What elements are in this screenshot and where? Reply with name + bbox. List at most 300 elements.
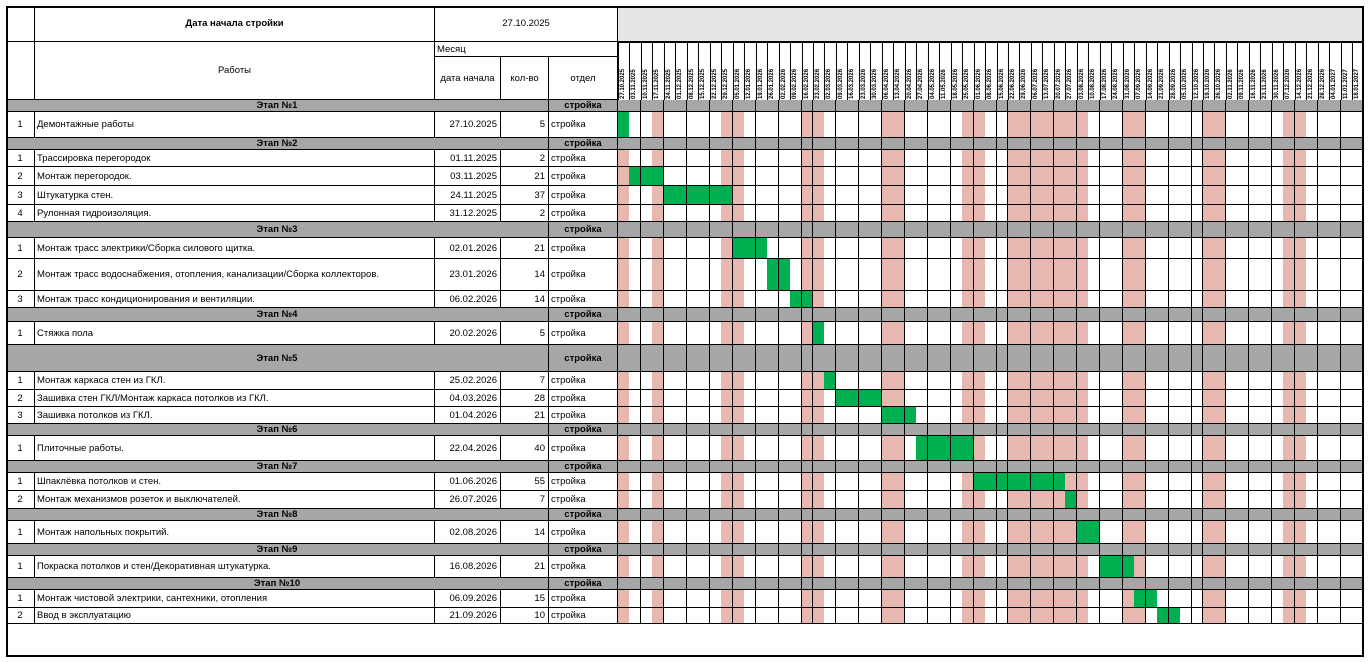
schedule-cell[interactable] <box>698 608 710 624</box>
schedule-cell[interactable] <box>641 186 653 205</box>
stage-grid-cell[interactable] <box>836 509 848 521</box>
stage-grid-cell[interactable] <box>974 345 986 372</box>
stage-grid-cell[interactable] <box>641 461 653 473</box>
schedule-cell[interactable] <box>836 205 848 222</box>
schedule-cell[interactable] <box>893 473 905 491</box>
schedule-cell[interactable] <box>1100 407 1112 424</box>
stage-grid-cell[interactable] <box>985 509 997 521</box>
stage-grid-cell[interactable] <box>1008 308 1020 322</box>
stage-grid-cell[interactable] <box>1318 544 1330 556</box>
stage-grid-cell[interactable] <box>1031 100 1043 112</box>
work-bar-cell[interactable] <box>744 238 756 259</box>
stage-grid-cell[interactable] <box>1008 544 1020 556</box>
stage-grid-cell[interactable] <box>1318 345 1330 372</box>
schedule-cell[interactable] <box>1146 322 1158 345</box>
schedule-cell[interactable] <box>1306 436 1318 461</box>
schedule-cell[interactable] <box>893 322 905 345</box>
week-header-23[interactable]: 06.04.2026 <box>882 42 894 100</box>
schedule-cell[interactable] <box>1077 112 1089 138</box>
schedule-cell[interactable] <box>1237 372 1249 390</box>
stage-grid-cell[interactable] <box>1077 424 1089 436</box>
schedule-cell[interactable] <box>802 556 814 578</box>
stage-grid-cell[interactable] <box>1352 544 1364 556</box>
stage-grid-cell[interactable] <box>675 578 687 590</box>
schedule-cell[interactable] <box>1031 291 1043 308</box>
schedule-cell[interactable] <box>1157 590 1169 608</box>
week-header-54[interactable]: 09.11.2026 <box>1237 42 1249 100</box>
task-dept[interactable]: стройка <box>549 372 618 390</box>
schedule-cell[interactable] <box>939 238 951 259</box>
schedule-cell[interactable] <box>1088 186 1100 205</box>
stage-grid-cell[interactable] <box>1019 345 1031 372</box>
schedule-cell[interactable] <box>721 322 733 345</box>
schedule-cell[interactable] <box>721 112 733 138</box>
schedule-cell[interactable] <box>1042 436 1054 461</box>
schedule-cell[interactable] <box>733 556 745 578</box>
task-dept[interactable]: стройка <box>549 259 618 291</box>
schedule-cell[interactable] <box>698 473 710 491</box>
schedule-cell[interactable] <box>1249 186 1261 205</box>
stage-grid-cell[interactable] <box>859 578 871 590</box>
stage-grid-cell[interactable] <box>1088 461 1100 473</box>
schedule-cell[interactable] <box>1306 112 1318 138</box>
schedule-cell[interactable] <box>916 407 928 424</box>
stage-grid-cell[interactable] <box>802 345 814 372</box>
schedule-cell[interactable] <box>710 291 722 308</box>
schedule-cell[interactable] <box>1088 436 1100 461</box>
schedule-cell[interactable] <box>710 556 722 578</box>
schedule-cell[interactable] <box>618 150 630 167</box>
stage-grid-cell[interactable] <box>997 100 1009 112</box>
schedule-cell[interactable] <box>1283 473 1295 491</box>
stage-grid-cell[interactable] <box>652 544 664 556</box>
schedule-cell[interactable] <box>652 372 664 390</box>
schedule-cell[interactable] <box>1180 590 1192 608</box>
stage-grid-cell[interactable] <box>1249 424 1261 436</box>
schedule-cell[interactable] <box>870 186 882 205</box>
work-bar-cell[interactable] <box>1042 473 1054 491</box>
stage-grid-cell[interactable] <box>1031 509 1043 521</box>
schedule-cell[interactable] <box>687 521 699 544</box>
stage-grid-cell[interactable] <box>1295 544 1307 556</box>
schedule-cell[interactable] <box>859 322 871 345</box>
stage-grid-cell[interactable] <box>1306 461 1318 473</box>
schedule-cell[interactable] <box>974 112 986 138</box>
schedule-cell[interactable] <box>1306 150 1318 167</box>
schedule-cell[interactable] <box>997 390 1009 407</box>
stage-grid-cell[interactable] <box>847 308 859 322</box>
schedule-cell[interactable] <box>870 608 882 624</box>
stage-grid-cell[interactable] <box>1192 578 1204 590</box>
stage-grid-cell[interactable] <box>882 544 894 556</box>
schedule-cell[interactable] <box>882 436 894 461</box>
schedule-cell[interactable] <box>1352 259 1364 291</box>
schedule-cell[interactable] <box>916 322 928 345</box>
stage-grid-cell[interactable] <box>1272 424 1284 436</box>
stage-grid-cell[interactable] <box>1077 138 1089 150</box>
stage-grid-cell[interactable] <box>951 138 963 150</box>
schedule-cell[interactable] <box>1146 259 1158 291</box>
schedule-cell[interactable] <box>836 590 848 608</box>
schedule-cell[interactable] <box>1019 150 1031 167</box>
schedule-cell[interactable] <box>1019 259 1031 291</box>
schedule-cell[interactable] <box>1203 259 1215 291</box>
stage-grid-cell[interactable] <box>756 424 768 436</box>
schedule-cell[interactable] <box>1272 259 1284 291</box>
schedule-cell[interactable] <box>1237 322 1249 345</box>
schedule-cell[interactable] <box>618 521 630 544</box>
schedule-cell[interactable] <box>916 150 928 167</box>
week-header-39[interactable]: 27.07.2026 <box>1065 42 1077 100</box>
schedule-cell[interactable] <box>939 186 951 205</box>
stage-grid-cell[interactable] <box>1341 544 1353 556</box>
week-header-10[interactable]: 05.01.2026 <box>733 42 745 100</box>
work-bar-cell[interactable] <box>1134 590 1146 608</box>
stage-grid-cell[interactable] <box>813 100 825 112</box>
stage-grid-cell[interactable] <box>928 345 940 372</box>
schedule-cell[interactable] <box>1146 436 1158 461</box>
stage-grid-cell[interactable] <box>1157 345 1169 372</box>
schedule-cell[interactable] <box>790 407 802 424</box>
task-duration[interactable]: 21 <box>501 407 549 424</box>
task-number[interactable]: 3 <box>6 291 35 308</box>
stage-grid-cell[interactable] <box>916 345 928 372</box>
task-dept[interactable]: стройка <box>549 608 618 624</box>
work-bar-cell[interactable] <box>802 291 814 308</box>
stage-grid-cell[interactable] <box>1203 222 1215 238</box>
schedule-cell[interactable] <box>939 521 951 544</box>
schedule-cell[interactable] <box>1019 238 1031 259</box>
schedule-cell[interactable] <box>1077 150 1089 167</box>
stage-grid-cell[interactable] <box>824 345 836 372</box>
schedule-cell[interactable] <box>1249 436 1261 461</box>
schedule-cell[interactable] <box>1100 608 1112 624</box>
stage-grid-cell[interactable] <box>951 308 963 322</box>
stage-grid-cell[interactable] <box>756 461 768 473</box>
stage-grid-cell[interactable] <box>629 509 641 521</box>
work-bar-cell[interactable] <box>1088 521 1100 544</box>
schedule-cell[interactable] <box>1169 259 1181 291</box>
stage-grid-cell[interactable] <box>779 138 791 150</box>
schedule-cell[interactable] <box>1226 590 1238 608</box>
stage-grid-cell[interactable] <box>1054 544 1066 556</box>
schedule-cell[interactable] <box>1352 291 1364 308</box>
stage-grid-cell[interactable] <box>618 100 630 112</box>
stage-grid-cell[interactable] <box>767 138 779 150</box>
schedule-cell[interactable] <box>1077 259 1089 291</box>
stage-grid-cell[interactable] <box>1283 100 1295 112</box>
schedule-cell[interactable] <box>1031 186 1043 205</box>
schedule-cell[interactable] <box>779 556 791 578</box>
stage-grid-cell[interactable] <box>962 544 974 556</box>
schedule-cell[interactable] <box>1134 608 1146 624</box>
schedule-cell[interactable] <box>1283 186 1295 205</box>
week-header-35[interactable]: 29.06.2026 <box>1019 42 1031 100</box>
schedule-cell[interactable] <box>756 491 768 509</box>
schedule-cell[interactable] <box>652 150 664 167</box>
schedule-cell[interactable] <box>1169 473 1181 491</box>
schedule-cell[interactable] <box>824 407 836 424</box>
schedule-cell[interactable] <box>847 112 859 138</box>
schedule-cell[interactable] <box>1306 259 1318 291</box>
schedule-cell[interactable] <box>939 473 951 491</box>
stage-grid-cell[interactable] <box>928 544 940 556</box>
schedule-cell[interactable] <box>1272 372 1284 390</box>
schedule-cell[interactable] <box>1272 556 1284 578</box>
stage-grid-cell[interactable] <box>767 578 779 590</box>
schedule-cell[interactable] <box>652 112 664 138</box>
stage-grid-cell[interactable] <box>1146 138 1158 150</box>
schedule-cell[interactable] <box>1329 112 1341 138</box>
schedule-cell[interactable] <box>1019 291 1031 308</box>
schedule-cell[interactable] <box>1123 372 1135 390</box>
task-dept[interactable]: стройка <box>549 521 618 544</box>
schedule-cell[interactable] <box>951 556 963 578</box>
schedule-cell[interactable] <box>951 322 963 345</box>
schedule-cell[interactable] <box>870 590 882 608</box>
stage-grid-cell[interactable] <box>928 578 940 590</box>
stage-grid-cell[interactable] <box>1169 308 1181 322</box>
schedule-cell[interactable] <box>951 205 963 222</box>
task-dept[interactable]: стройка <box>549 436 618 461</box>
task-duration[interactable]: 28 <box>501 390 549 407</box>
schedule-cell[interactable] <box>641 112 653 138</box>
stage-grid-cell[interactable] <box>1100 345 1112 372</box>
stage-grid-cell[interactable] <box>951 509 963 521</box>
stage-grid-cell[interactable] <box>744 308 756 322</box>
stage-grid-cell[interactable] <box>905 345 917 372</box>
stage-grid-cell[interactable] <box>641 138 653 150</box>
stage-grid-cell[interactable] <box>870 544 882 556</box>
schedule-cell[interactable] <box>1008 112 1020 138</box>
schedule-cell[interactable] <box>1329 259 1341 291</box>
schedule-cell[interactable] <box>847 238 859 259</box>
task-number[interactable]: 1 <box>6 556 35 578</box>
schedule-cell[interactable] <box>1157 473 1169 491</box>
schedule-cell[interactable] <box>893 390 905 407</box>
schedule-cell[interactable] <box>928 291 940 308</box>
stage-grid-cell[interactable] <box>1214 308 1226 322</box>
stage-grid-cell[interactable] <box>687 544 699 556</box>
schedule-cell[interactable] <box>1100 291 1112 308</box>
schedule-cell[interactable] <box>744 436 756 461</box>
stage-grid-cell[interactable] <box>1180 308 1192 322</box>
task-number[interactable]: 3 <box>6 186 35 205</box>
schedule-cell[interactable] <box>1134 390 1146 407</box>
stage-grid-cell[interactable] <box>1237 222 1249 238</box>
schedule-cell[interactable] <box>928 259 940 291</box>
schedule-cell[interactable] <box>870 372 882 390</box>
stage-grid-cell[interactable] <box>870 138 882 150</box>
stage-grid-cell[interactable] <box>1146 578 1158 590</box>
task-dept[interactable]: стройка <box>549 390 618 407</box>
schedule-cell[interactable] <box>1260 590 1272 608</box>
stage-grid-cell[interactable] <box>939 222 951 238</box>
schedule-cell[interactable] <box>939 167 951 186</box>
schedule-cell[interactable] <box>1272 390 1284 407</box>
stage-grid-cell[interactable] <box>1019 509 1031 521</box>
schedule-cell[interactable] <box>629 186 641 205</box>
schedule-cell[interactable] <box>1192 436 1204 461</box>
schedule-cell[interactable] <box>916 491 928 509</box>
schedule-cell[interactable] <box>859 491 871 509</box>
work-bar-cell[interactable] <box>1111 556 1123 578</box>
schedule-cell[interactable] <box>1169 205 1181 222</box>
schedule-cell[interactable] <box>1111 112 1123 138</box>
stage-grid-cell[interactable] <box>1157 138 1169 150</box>
schedule-cell[interactable] <box>1111 407 1123 424</box>
start-date-value[interactable]: 27.10.2025 <box>435 6 618 42</box>
stage-grid-cell[interactable] <box>882 509 894 521</box>
week-header-44[interactable]: 31.08.2026 <box>1123 42 1135 100</box>
schedule-cell[interactable] <box>1019 436 1031 461</box>
schedule-cell[interactable] <box>1306 167 1318 186</box>
schedule-cell[interactable] <box>698 491 710 509</box>
stage-grid-cell[interactable] <box>1180 100 1192 112</box>
schedule-cell[interactable] <box>744 407 756 424</box>
stage-grid-cell[interactable] <box>756 509 768 521</box>
schedule-cell[interactable] <box>1192 521 1204 544</box>
schedule-cell[interactable] <box>1203 473 1215 491</box>
schedule-cell[interactable] <box>882 322 894 345</box>
stage-grid-cell[interactable] <box>1088 424 1100 436</box>
schedule-cell[interactable] <box>813 238 825 259</box>
schedule-cell[interactable] <box>824 112 836 138</box>
schedule-cell[interactable] <box>1283 322 1295 345</box>
stage-grid-cell[interactable] <box>1306 308 1318 322</box>
schedule-cell[interactable] <box>916 473 928 491</box>
schedule-cell[interactable] <box>928 608 940 624</box>
schedule-cell[interactable] <box>629 521 641 544</box>
stage-grid-cell[interactable] <box>1019 461 1031 473</box>
schedule-cell[interactable] <box>1077 407 1089 424</box>
schedule-cell[interactable] <box>836 322 848 345</box>
stage-grid-cell[interactable] <box>733 544 745 556</box>
schedule-cell[interactable] <box>652 259 664 291</box>
schedule-cell[interactable] <box>1352 205 1364 222</box>
stage-grid-cell[interactable] <box>1214 345 1226 372</box>
schedule-cell[interactable] <box>939 322 951 345</box>
schedule-cell[interactable] <box>1214 238 1226 259</box>
stage-grid-cell[interactable] <box>1295 461 1307 473</box>
stage-grid-cell[interactable] <box>698 308 710 322</box>
schedule-cell[interactable] <box>1306 390 1318 407</box>
schedule-cell[interactable] <box>1019 521 1031 544</box>
task-duration[interactable]: 14 <box>501 259 549 291</box>
schedule-cell[interactable] <box>1192 205 1204 222</box>
week-header-48[interactable]: 28.09.2026 <box>1169 42 1181 100</box>
stage-grid-cell[interactable] <box>1157 461 1169 473</box>
stage-grid-cell[interactable] <box>1065 308 1077 322</box>
work-bar-cell[interactable] <box>836 390 848 407</box>
week-header-45[interactable]: 07.09.2026 <box>1134 42 1146 100</box>
stage-grid-cell[interactable] <box>1054 509 1066 521</box>
schedule-cell[interactable] <box>1180 491 1192 509</box>
schedule-cell[interactable] <box>1123 167 1135 186</box>
schedule-cell[interactable] <box>779 436 791 461</box>
schedule-cell[interactable] <box>951 473 963 491</box>
schedule-cell[interactable] <box>951 521 963 544</box>
stage-grid-cell[interactable] <box>1008 509 1020 521</box>
stage-grid-cell[interactable] <box>1192 424 1204 436</box>
week-header-7[interactable]: 15.12.2025 <box>698 42 710 100</box>
stage-grid-cell[interactable] <box>1283 509 1295 521</box>
schedule-cell[interactable] <box>928 167 940 186</box>
schedule-cell[interactable] <box>1237 590 1249 608</box>
stage-grid-cell[interactable] <box>1318 424 1330 436</box>
schedule-cell[interactable] <box>779 608 791 624</box>
stage-grid-cell[interactable] <box>1180 138 1192 150</box>
schedule-cell[interactable] <box>939 372 951 390</box>
schedule-cell[interactable] <box>893 186 905 205</box>
schedule-cell[interactable] <box>802 491 814 509</box>
schedule-cell[interactable] <box>1042 322 1054 345</box>
stage-grid-cell[interactable] <box>1237 578 1249 590</box>
work-bar-cell[interactable] <box>824 372 836 390</box>
schedule-cell[interactable] <box>1088 259 1100 291</box>
schedule-cell[interactable] <box>1088 372 1100 390</box>
schedule-cell[interactable] <box>710 473 722 491</box>
stage-grid-cell[interactable] <box>1260 424 1272 436</box>
stage-grid-cell[interactable] <box>1008 424 1020 436</box>
stage-grid-cell[interactable] <box>618 544 630 556</box>
stage-grid-cell[interactable] <box>675 509 687 521</box>
stage-grid-cell[interactable] <box>1054 138 1066 150</box>
schedule-cell[interactable] <box>767 238 779 259</box>
schedule-cell[interactable] <box>652 322 664 345</box>
schedule-cell[interactable] <box>1306 291 1318 308</box>
stage-grid-cell[interactable] <box>1169 461 1181 473</box>
week-header-40[interactable]: 03.08.2026 <box>1077 42 1089 100</box>
schedule-cell[interactable] <box>675 372 687 390</box>
schedule-cell[interactable] <box>721 390 733 407</box>
schedule-cell[interactable] <box>1192 390 1204 407</box>
schedule-cell[interactable] <box>1203 590 1215 608</box>
schedule-cell[interactable] <box>1295 491 1307 509</box>
schedule-cell[interactable] <box>893 521 905 544</box>
schedule-cell[interactable] <box>1054 112 1066 138</box>
schedule-cell[interactable] <box>1180 372 1192 390</box>
stage-grid-cell[interactable] <box>951 424 963 436</box>
stage-grid-cell[interactable] <box>1341 308 1353 322</box>
task-start-date[interactable]: 20.02.2026 <box>435 322 501 345</box>
stage-grid-cell[interactable] <box>1214 461 1226 473</box>
schedule-cell[interactable] <box>1249 491 1261 509</box>
schedule-cell[interactable] <box>1192 372 1204 390</box>
schedule-cell[interactable] <box>1260 205 1272 222</box>
task-start-date[interactable]: 23.01.2026 <box>435 259 501 291</box>
schedule-cell[interactable] <box>1054 521 1066 544</box>
stage-dept[interactable]: стройка <box>549 578 618 590</box>
stage-grid-cell[interactable] <box>1042 222 1054 238</box>
stage-grid-cell[interactable] <box>836 424 848 436</box>
schedule-cell[interactable] <box>813 150 825 167</box>
schedule-cell[interactable] <box>1134 436 1146 461</box>
schedule-cell[interactable] <box>629 407 641 424</box>
schedule-cell[interactable] <box>1019 186 1031 205</box>
schedule-cell[interactable] <box>836 291 848 308</box>
stage-grid-cell[interactable] <box>997 308 1009 322</box>
stage-grid-cell[interactable] <box>951 222 963 238</box>
schedule-cell[interactable] <box>652 608 664 624</box>
schedule-cell[interactable] <box>1214 291 1226 308</box>
schedule-cell[interactable] <box>974 491 986 509</box>
stage-grid-cell[interactable] <box>1237 100 1249 112</box>
stage-grid-cell[interactable] <box>813 222 825 238</box>
schedule-cell[interactable] <box>1157 259 1169 291</box>
schedule-cell[interactable] <box>710 436 722 461</box>
task-number[interactable]: 2 <box>6 259 35 291</box>
